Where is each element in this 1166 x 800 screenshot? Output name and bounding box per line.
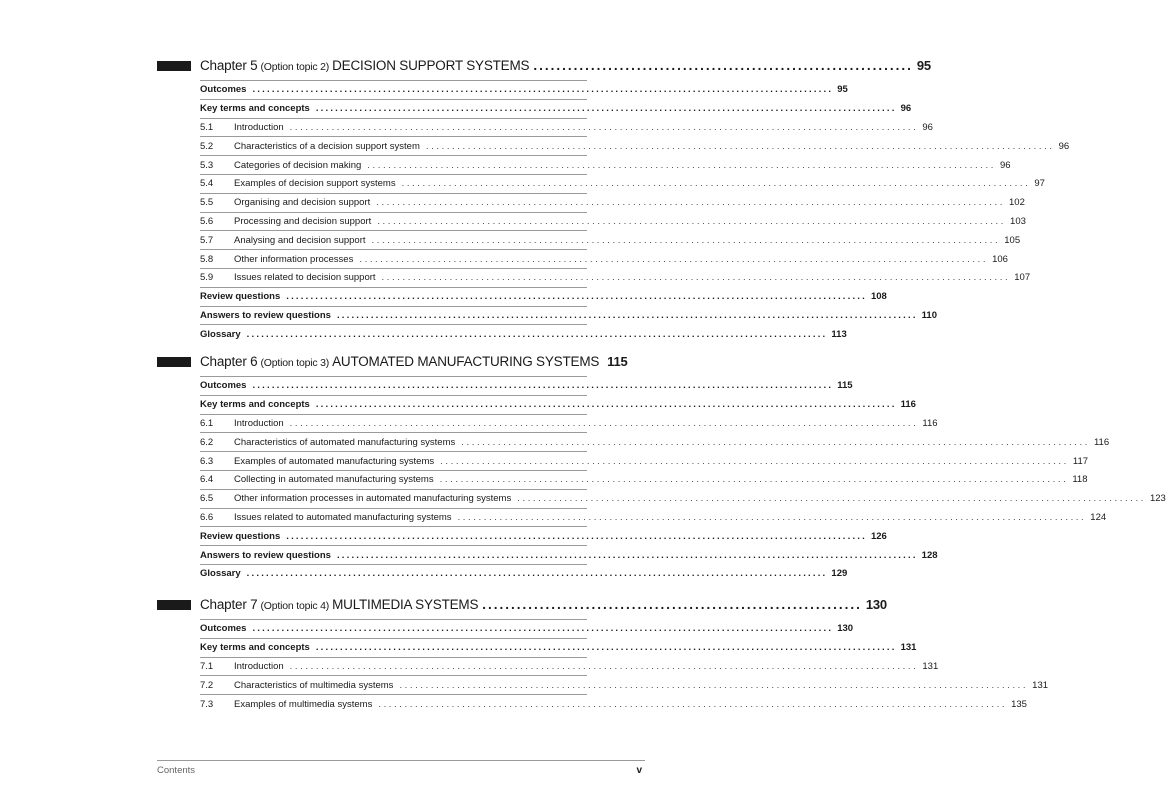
- chapter-5: [157, 58, 1070, 343]
- toc-entry[interactable]: [200, 526, 887, 545]
- dot-leader: ........................................................................................................................: [315, 399, 897, 411]
- footer-label: Contents: [157, 765, 196, 776]
- toc-entry[interactable]: [200, 564, 848, 583]
- toc-entry[interactable]: [200, 80, 848, 99]
- chapter-marker-bar: [157, 600, 191, 610]
- dot-leader: ........................................................................................................................: [315, 103, 897, 115]
- toc-entry[interactable]: [200, 306, 937, 325]
- entry-title: Issues related to decision support: [234, 272, 376, 284]
- entry-page: 124: [1090, 511, 1107, 523]
- chapter-page: 95: [916, 58, 931, 73]
- entry-page: 116: [1093, 436, 1110, 448]
- entry-page: 131: [900, 642, 917, 654]
- section-number: 5.4: [200, 178, 214, 190]
- chapter-heading: [157, 597, 887, 619]
- entry-title: Outcomes: [200, 84, 247, 96]
- entry-title: Key terms and concepts: [200, 399, 310, 411]
- entry-page: 130: [837, 623, 854, 635]
- chapter-title[interactable]: [200, 58, 931, 73]
- toc-entry[interactable]: [200, 324, 847, 343]
- dot-leader: ........................................................................................................................: [286, 291, 867, 303]
- footer-page-number: v: [636, 765, 642, 776]
- dot-leader: ........................................................................................................................: [367, 159, 996, 171]
- dot-leader: ........................................................................................................................: [315, 642, 897, 654]
- toc-entry[interactable]: [200, 99, 912, 118]
- chapter-number: Chapter 5: [200, 58, 258, 73]
- chapter-option: (Option topic 2): [260, 61, 330, 73]
- dot-leader: ........................................................................................................................: [289, 417, 919, 429]
- entry-page: 96: [900, 103, 912, 115]
- chapter-number: Chapter 6: [200, 354, 258, 369]
- entry-page: 105: [1004, 234, 1021, 246]
- toc-entry[interactable]: [200, 268, 1031, 287]
- section-number: 7.2: [200, 679, 214, 691]
- section-number: 6.4: [200, 474, 214, 486]
- entry-title: Review questions: [200, 291, 281, 303]
- section-number: 6.5: [200, 493, 214, 505]
- entry-page: 115: [837, 380, 853, 392]
- entry-page: 116: [900, 399, 916, 411]
- chapter-option: (Option topic 3): [260, 357, 330, 369]
- dot-leader: ........................................................................................................................: [425, 140, 1055, 152]
- page-footer: [157, 760, 645, 776]
- dot-leader: ..................................................................: [533, 58, 913, 73]
- dot-leader: ..................................................................: [482, 597, 862, 612]
- entry-title: Glossary: [200, 568, 241, 580]
- entry-page: 96: [1058, 140, 1070, 152]
- entry-page: 110: [921, 309, 937, 321]
- dot-leader: ........................................................................................................................: [376, 197, 1005, 209]
- chapter-name: AUTOMATED MANUFACTURING SYSTEMS: [332, 354, 600, 369]
- entry-title: Answers to review questions: [200, 309, 331, 321]
- dot-leader: ........................................................................................................................: [378, 698, 1008, 710]
- section-number: 5.5: [200, 197, 214, 209]
- entry-title: Issues related to automated manufacturing systems: [234, 511, 452, 523]
- entry-page: 108: [870, 291, 887, 303]
- chapter-marker-bar: [157, 357, 191, 367]
- entry-title: Review questions: [200, 530, 281, 542]
- toc-entries: [157, 376, 1166, 583]
- entry-page: 129: [831, 568, 848, 580]
- entry-title: Characteristics of automated manufacturing systems: [234, 436, 456, 448]
- dot-leader: ........................................................................................................................: [252, 84, 834, 96]
- chapter-page: 130: [865, 597, 887, 612]
- entry-title: Introduction: [234, 121, 284, 133]
- entry-title: Collecting in automated manufacturing systems: [234, 474, 434, 486]
- dot-leader: ........................................................................................................................: [457, 511, 1087, 523]
- entry-title: Introduction: [234, 660, 284, 672]
- entry-title: Examples of multimedia systems: [234, 698, 373, 710]
- entry-page: 102: [1009, 197, 1025, 209]
- dot-leader: ........................................................................................................................: [246, 328, 828, 340]
- entry-title: Introduction: [234, 417, 284, 429]
- entry-title: Outcomes: [200, 623, 247, 635]
- chapter-6: [157, 354, 1166, 583]
- toc-entry[interactable]: [200, 489, 1166, 508]
- entry-page: 103: [1010, 215, 1026, 227]
- entry-title: Glossary: [200, 328, 241, 340]
- entry-page: 135: [1011, 698, 1027, 710]
- chapter-name: DECISION SUPPORT SYSTEMS: [332, 58, 530, 73]
- section-number: 5.7: [200, 234, 214, 246]
- entry-title: Key terms and concepts: [200, 642, 310, 654]
- entry-page: 96: [1000, 159, 1011, 171]
- entry-title: Characteristics of multimedia systems: [234, 679, 394, 691]
- toc-entries: [157, 80, 1070, 343]
- dot-leader: ........................................................................................................................: [440, 455, 1069, 467]
- toc-entry[interactable]: [200, 470, 1088, 489]
- toc-entry[interactable]: [200, 376, 853, 395]
- toc-entry[interactable]: [200, 155, 1011, 174]
- entry-page: 97: [1034, 178, 1045, 190]
- dot-leader: ........................................................................................................................: [461, 436, 1090, 448]
- toc-entry[interactable]: [200, 118, 933, 137]
- section-number: 6.1: [200, 417, 214, 429]
- section-number: 5.1: [200, 121, 214, 133]
- dot-leader: ........................................................................................................................: [286, 530, 867, 542]
- section-number: 6.6: [200, 511, 214, 523]
- entry-page: 131: [1032, 679, 1049, 691]
- toc-entry[interactable]: [200, 545, 938, 564]
- toc-entry[interactable]: [200, 451, 1089, 470]
- section-number: 5.6: [200, 215, 214, 227]
- entry-title: Categories of decision making: [234, 159, 362, 171]
- entry-page: 96: [922, 121, 933, 133]
- section-number: 6.3: [200, 455, 214, 467]
- toc-entry[interactable]: [200, 675, 1049, 694]
- entry-title: Other information processes: [234, 253, 354, 265]
- entry-page: 117: [1072, 455, 1089, 467]
- section-number: 5.9: [200, 272, 214, 284]
- toc-entry[interactable]: [200, 193, 1025, 212]
- entry-page: 95: [837, 84, 848, 96]
- chapter-heading: [157, 354, 628, 376]
- chapter-7: [157, 597, 1049, 713]
- toc-entry[interactable]: [200, 657, 939, 676]
- toc-entry[interactable]: [200, 508, 1107, 527]
- dot-leader: ........................................................................................................................: [336, 549, 918, 561]
- section-number: 5.8: [200, 253, 214, 265]
- toc-entry[interactable]: [200, 395, 916, 414]
- entry-title: Characteristics of a decision support system: [234, 140, 420, 152]
- entry-page: 128: [921, 549, 938, 561]
- entry-page: 113: [831, 328, 847, 340]
- toc-entry[interactable]: [200, 287, 887, 306]
- chapter-heading: [157, 58, 931, 80]
- toc-entry[interactable]: [200, 174, 1045, 193]
- entry-page: 131: [922, 660, 939, 672]
- dot-leader: ........................................................................................................................: [252, 380, 834, 392]
- dot-leader: ........................................................................................................................: [371, 234, 1001, 246]
- entry-title: Examples of automated manufacturing systems: [234, 455, 435, 467]
- entry-title: Analysing and decision support: [234, 234, 366, 246]
- dot-leader: ........................................................................................................................: [336, 309, 918, 321]
- dot-leader: ........................................................................................................................: [252, 623, 834, 635]
- dot-leader: ........................................................................................................................: [381, 272, 1011, 284]
- section-number: 6.2: [200, 436, 214, 448]
- toc-entries: [157, 619, 1049, 713]
- chapter-page: 115: [607, 354, 628, 369]
- dot-leader: ........................................................................................................................: [399, 679, 1029, 691]
- dot-leader: ........................................................................................................................: [246, 568, 828, 580]
- toc-entry[interactable]: [200, 230, 1021, 249]
- chapter-option: (Option topic 4): [260, 600, 330, 612]
- chapter-title[interactable]: [200, 354, 628, 369]
- toc-entry[interactable]: [200, 136, 1070, 155]
- chapter-name: MULTIMEDIA SYSTEMS: [332, 597, 479, 612]
- toc-entry[interactable]: [200, 414, 938, 433]
- dot-leader: ........................................................................................................................: [359, 253, 989, 265]
- entry-title: Key terms and concepts: [200, 103, 310, 115]
- toc-entry[interactable]: [200, 638, 917, 657]
- section-number: 7.1: [200, 660, 214, 672]
- section-number: 7.3: [200, 698, 214, 710]
- entry-title: Answers to review questions: [200, 549, 331, 561]
- dot-leader: ........................................................................................................................: [377, 215, 1007, 227]
- entry-page: 118: [1072, 474, 1088, 486]
- entry-title: Examples of decision support systems: [234, 178, 396, 190]
- entry-page: 116: [922, 417, 938, 429]
- toc-entry[interactable]: [200, 249, 1008, 268]
- section-number: 5.3: [200, 159, 214, 171]
- dot-leader: ........................................................................................................................: [289, 121, 919, 133]
- toc-entry[interactable]: [200, 212, 1026, 231]
- chapter-marker-bar: [157, 61, 191, 71]
- entry-page: 107: [1014, 272, 1031, 284]
- section-number: 5.2: [200, 140, 214, 152]
- dot-leader: ........................................................................................................................: [289, 660, 919, 672]
- entry-title: Processing and decision support: [234, 215, 372, 227]
- toc-entry[interactable]: [200, 694, 1027, 713]
- chapter-title[interactable]: [200, 597, 887, 612]
- entry-title: Outcomes: [200, 380, 247, 392]
- dot-leader: ........................................................................................................................: [401, 178, 1031, 190]
- entry-title: Organising and decision support: [234, 197, 371, 209]
- entry-page: 126: [870, 530, 887, 542]
- dot-leader: ........................................................................................................................: [517, 493, 1146, 505]
- entry-page: 123: [1149, 493, 1166, 505]
- entry-page: 106: [992, 253, 1008, 265]
- chapter-number: Chapter 7: [200, 597, 258, 612]
- dot-leader: ........................................................................................................................: [439, 474, 1069, 486]
- toc-entry[interactable]: [200, 432, 1110, 451]
- toc-entry[interactable]: [200, 619, 854, 638]
- entry-title: Other information processes in automated manufacturing systems: [234, 493, 512, 505]
